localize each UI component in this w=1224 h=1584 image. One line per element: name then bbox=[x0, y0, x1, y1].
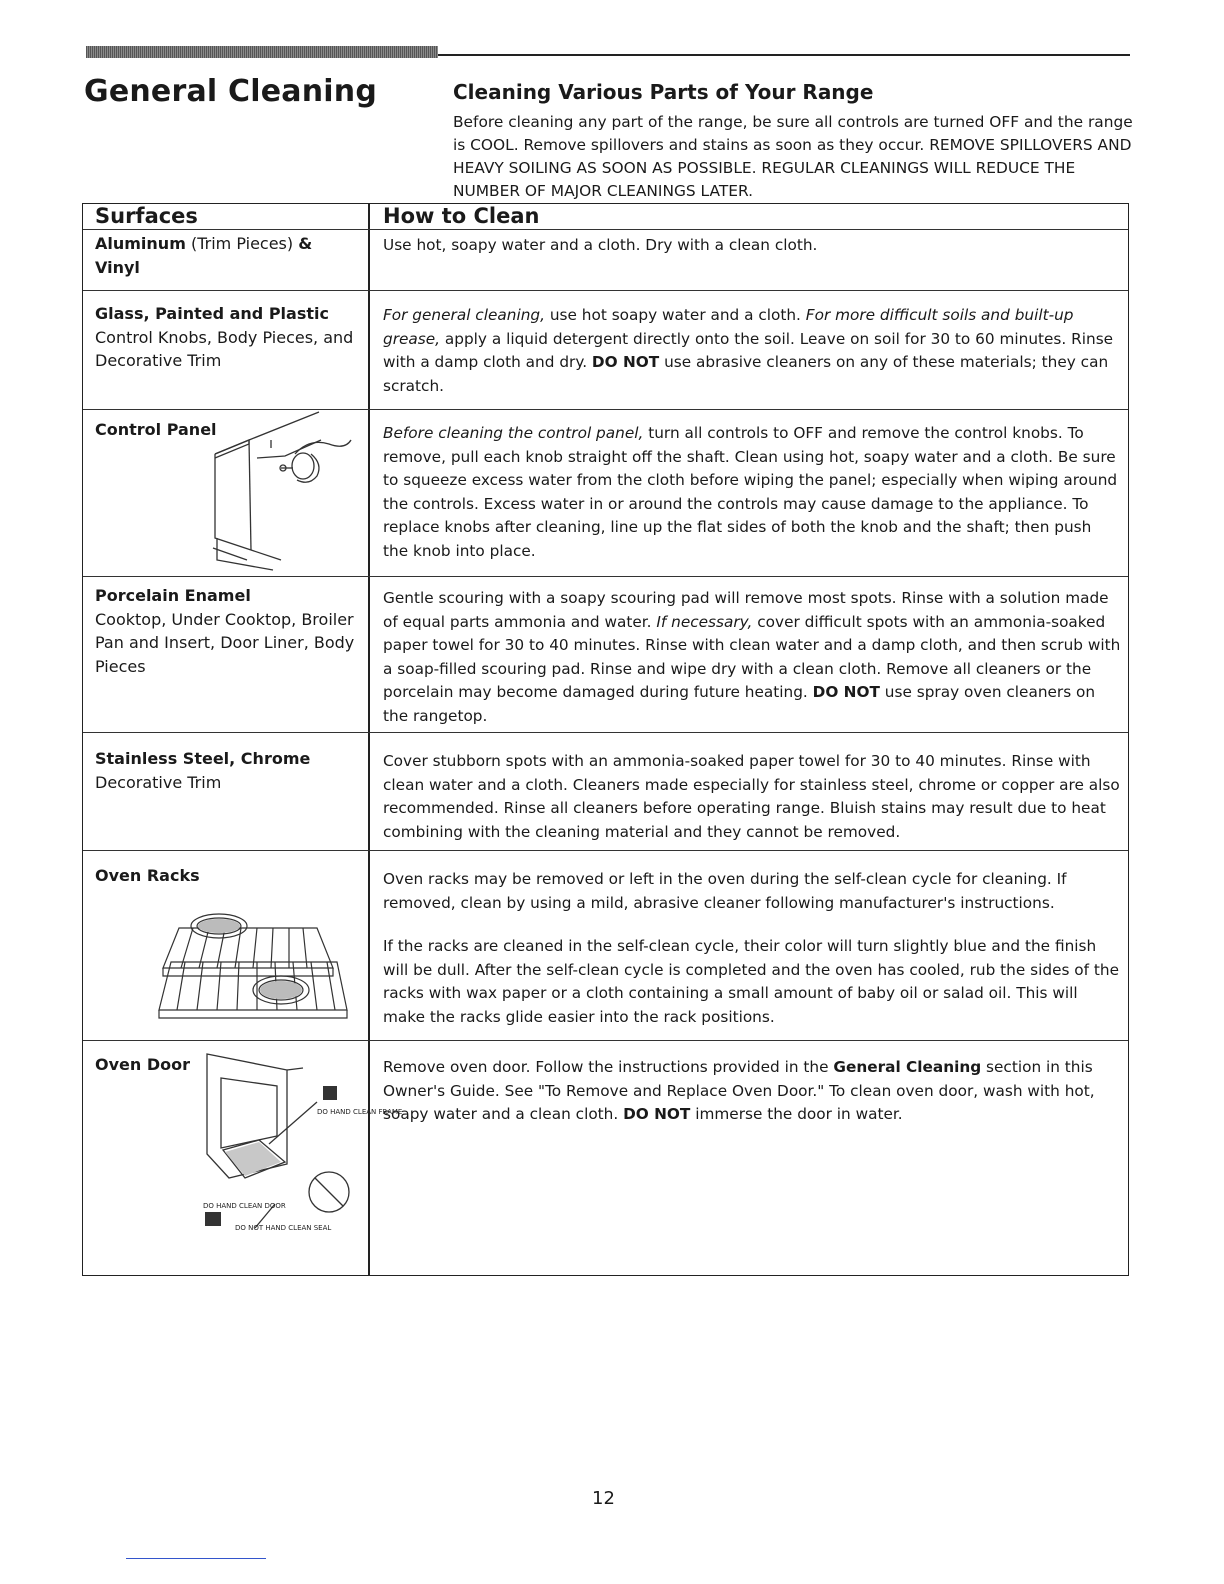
cleaning-paragraph: Before cleaning the control panel, turn all controls to OFF and remove the control knobs. To remove, pull each knob straight off the shaft. Clean using hot, soapy water and a cloth. Be sure to squeeze excess water from the cloth before wiping the panel; especially when wiping around the controls. Excess water in or around the controls may cause damage to the appliance. To replace knobs after cleaning, line up the flat sides of both the knob and the shaft; then push the knob into place. bbox=[383, 424, 1118, 560]
cleaning-paragraph: Use hot, soapy water and a cloth. Dry with a clean cloth. bbox=[383, 236, 818, 254]
cleaning-paragraph: Oven racks may be removed or left in the oven during the self-clean cycle for cleaning. If removed, clean by using a mild, abrasive cleaner following manufacturer's instructions. bbox=[383, 870, 1067, 912]
surface-control-panel: Control Panel bbox=[95, 420, 217, 439]
intro-text: Before cleaning any part of the range, be sure all controls are turned OFF and the range is COOL. Remove spillovers and stains as soon as they occur. REMOVE SPILLOVERS AND HEAVY SOILING AS SOON AS POSSIBLE. REGULAR CLEANINGS WILL REDUCE THE NUMBER OF MAJOR CLEANINGS LATER. bbox=[453, 113, 1133, 200]
surface-porcelain-enamel: Porcelain Enamel Cooktop, Under Cooktop, Broiler Pan and Insert, Door Liner, Body Pieces bbox=[95, 586, 355, 676]
cleaning-paragraph: Gentle scouring with a soapy scouring pad will remove most spots. Rinse with a solution made of equal parts ammonia and water. If necessary, cover difficult spots with an ammonia-soaked paper towel for 30 to 40 minutes. Rinse with clean water and a damp cloth, and then scrub with a soap-filled scouring pad. Rinse and wipe dry with a clean cloth. Remove all cleaners or the porcelain may become damaged during future heating. DO NOT use spray oven cleaners on the rangetop. bbox=[383, 589, 1121, 725]
cleaning-paragraph: For general cleaning, use hot soapy water and a cloth. For more difficult soils and built-up grease, apply a liquid detergent directly onto the soil. Leave on soil for 30 to 60 minutes. Rinse with a damp cloth and dry. DO NOT use abrasive cleaners on any of these materials; they can scratch. bbox=[383, 306, 1114, 395]
row-divider bbox=[83, 576, 1128, 577]
header-rule bbox=[438, 54, 1130, 56]
surface-stainless-steel-chrome: Stainless Steel, Chrome Decorative Trim bbox=[95, 749, 311, 792]
how-aluminum-vinyl bbox=[383, 234, 1121, 258]
label-clean-frame: DO HAND CLEAN FRAME bbox=[317, 1108, 403, 1116]
cleaning-paragraph: Remove oven door. Follow the instructions provided in the General Cleaning section in this Owner's Guide. See "To Remove and Replace Oven Door." To clean oven door, wash with hot, soapy water and a clean cloth. DO NOT immerse the door in water. bbox=[383, 1058, 1095, 1123]
surface-oven-racks: Oven Racks bbox=[95, 866, 200, 885]
header-underline bbox=[83, 229, 1128, 230]
section-title: Cleaning Various Parts of Your Range bbox=[453, 80, 874, 104]
label-clean-door: DO HAND CLEAN DOOR bbox=[203, 1202, 286, 1210]
cleaning-table bbox=[82, 203, 1129, 1276]
row-divider bbox=[83, 732, 1128, 733]
label-clean-seal: DO NOT HAND CLEAN SEAL bbox=[235, 1224, 332, 1232]
how-stainless-steel-chrome bbox=[383, 750, 1121, 844]
control-panel-illustration bbox=[211, 410, 361, 572]
how-oven-door bbox=[383, 1056, 1121, 1127]
surfaces-header: Surfaces bbox=[95, 204, 198, 228]
page-number: 12 bbox=[592, 1488, 615, 1509]
how-oven-racks bbox=[383, 868, 1121, 1029]
surface-aluminum-vinyl: Aluminum (Trim Pieces) & Vinyl bbox=[95, 234, 313, 277]
how-to-clean-header: How to Clean bbox=[383, 204, 540, 228]
how-porcelain-enamel bbox=[383, 587, 1121, 728]
oven-racks-illustration bbox=[151, 910, 347, 1022]
how-control-panel bbox=[383, 422, 1121, 563]
how-glass-painted-plastic bbox=[383, 304, 1121, 398]
page-title: General Cleaning bbox=[84, 74, 378, 109]
surface-oven-door: Oven Door bbox=[95, 1055, 190, 1074]
row-divider bbox=[83, 850, 1128, 851]
row-divider bbox=[83, 290, 1128, 291]
cleaning-paragraph: If the racks are cleaned in the self-clean cycle, their color will turn slightly blue and the finish will be dull. After the self-clean cycle is completed and the oven has cooled, rub the sides of the racks with wax paper or a cloth containing a small amount of baby oil or salad oil. This will make the racks glide easier into the rack positions. bbox=[383, 937, 1120, 1026]
row-divider bbox=[83, 1040, 1128, 1041]
bottom-rule bbox=[126, 1558, 266, 1559]
oven-door-illustration bbox=[199, 1044, 403, 1234]
header-bar bbox=[86, 46, 438, 58]
surface-glass-painted-plastic: Glass, Painted and Plastic Control Knobs, Body Pieces, and Decorative Trim bbox=[95, 304, 354, 370]
cleaning-paragraph: Cover stubborn spots with an ammonia-soaked paper towel for 30 to 40 minutes. Rinse with clean water and a cloth. Cleaners made especially for stainless steel, chrome or copper are also recommended. Rinse all cleaners before operating range. Bluish stains may result due to heat combining with the cleaning material and they cannot be removed. bbox=[383, 752, 1120, 841]
